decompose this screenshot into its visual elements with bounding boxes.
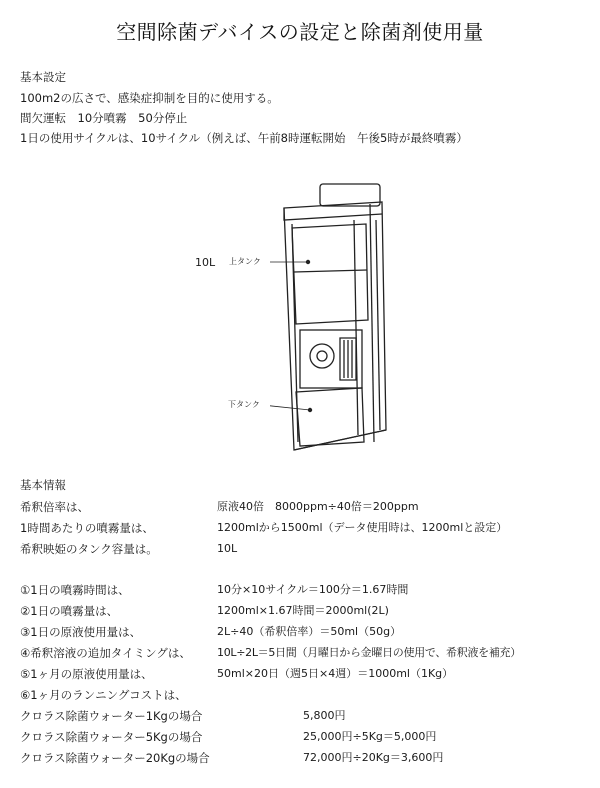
lower-tank-label: 下タンク (228, 400, 260, 409)
spray-device-illustration (270, 180, 400, 460)
basic-settings-line: 間欠運転 10分噴霧 50分停止 (20, 111, 188, 125)
running-cost-heading: ⑥1ヶ月のランニングコストは、 (20, 688, 187, 702)
calc-label: ⑤1ヶ月の原液使用量は、 (20, 667, 153, 681)
calc-value: 2L÷40（希釈倍率）＝50ml（50g） (217, 625, 402, 638)
calc-value: 10分×10サイクル＝100分＝1.67時間 (217, 583, 409, 596)
upper-tank-label: 上タンク (229, 257, 261, 266)
calc-label: ③1日の原液使用量は、 (20, 625, 142, 639)
cost-value: 72,000円÷20Kg＝3,600円 (303, 751, 444, 764)
info-value: 10L (217, 542, 238, 555)
cost-label: クロラス除菌ウォーター1Kgの場合 (20, 709, 203, 723)
calc-label: ②1日の噴霧量は、 (20, 604, 119, 618)
cost-label: クロラス除菌ウォーター20Kgの場合 (20, 751, 210, 765)
calc-value: 10L÷2L＝5日間（月曜日から金曜日の使用で、希釈液を補充） (217, 646, 521, 659)
calc-label: ①1日の噴霧時間は、 (20, 583, 130, 597)
basic-settings-line: 100m2の広さで、感染症抑制を目的に使用する。 (20, 91, 279, 105)
calc-label: ④希釈溶液の追加タイミングは、 (20, 646, 191, 660)
cost-value: 5,800円 (303, 709, 346, 722)
pump-unit (300, 330, 362, 388)
calc-value: 1200ml×1.67時間＝2000ml(2L) (217, 604, 389, 617)
cost-label: クロラス除菌ウォーター5Kgの場合 (20, 730, 203, 744)
page-title: 空間除菌デバイスの設定と除菌剤使用量 (116, 20, 484, 44)
tank-capacity-label: 10L (195, 256, 216, 269)
info-value: 1200mlから1500ml（データ使用時は、1200mlと設定） (217, 521, 508, 534)
basic-settings-line: 1日の使用サイクルは、10サイクル（例えば、午前8時運転開始 午後5時が最終噴霧） (20, 131, 468, 145)
basic-info-heading: 基本情報 (20, 478, 66, 492)
info-value: 原液40倍 8000ppm÷40倍＝200ppm (217, 500, 419, 513)
info-label: 希釈倍率は、 (20, 500, 89, 514)
info-label: 希釈映姫のタンク容量は。 (20, 542, 158, 556)
upper-tank (292, 224, 368, 324)
calc-value: 50ml×20日（週5日×4週）＝1000ml（1Kg） (217, 667, 454, 680)
basic-settings-heading: 基本設定 (20, 70, 66, 84)
cost-value: 25,000円÷5Kg＝5,000円 (303, 730, 437, 743)
info-label: 1時間あたりの噴霧量は、 (20, 521, 154, 535)
pump-motor (310, 344, 334, 368)
